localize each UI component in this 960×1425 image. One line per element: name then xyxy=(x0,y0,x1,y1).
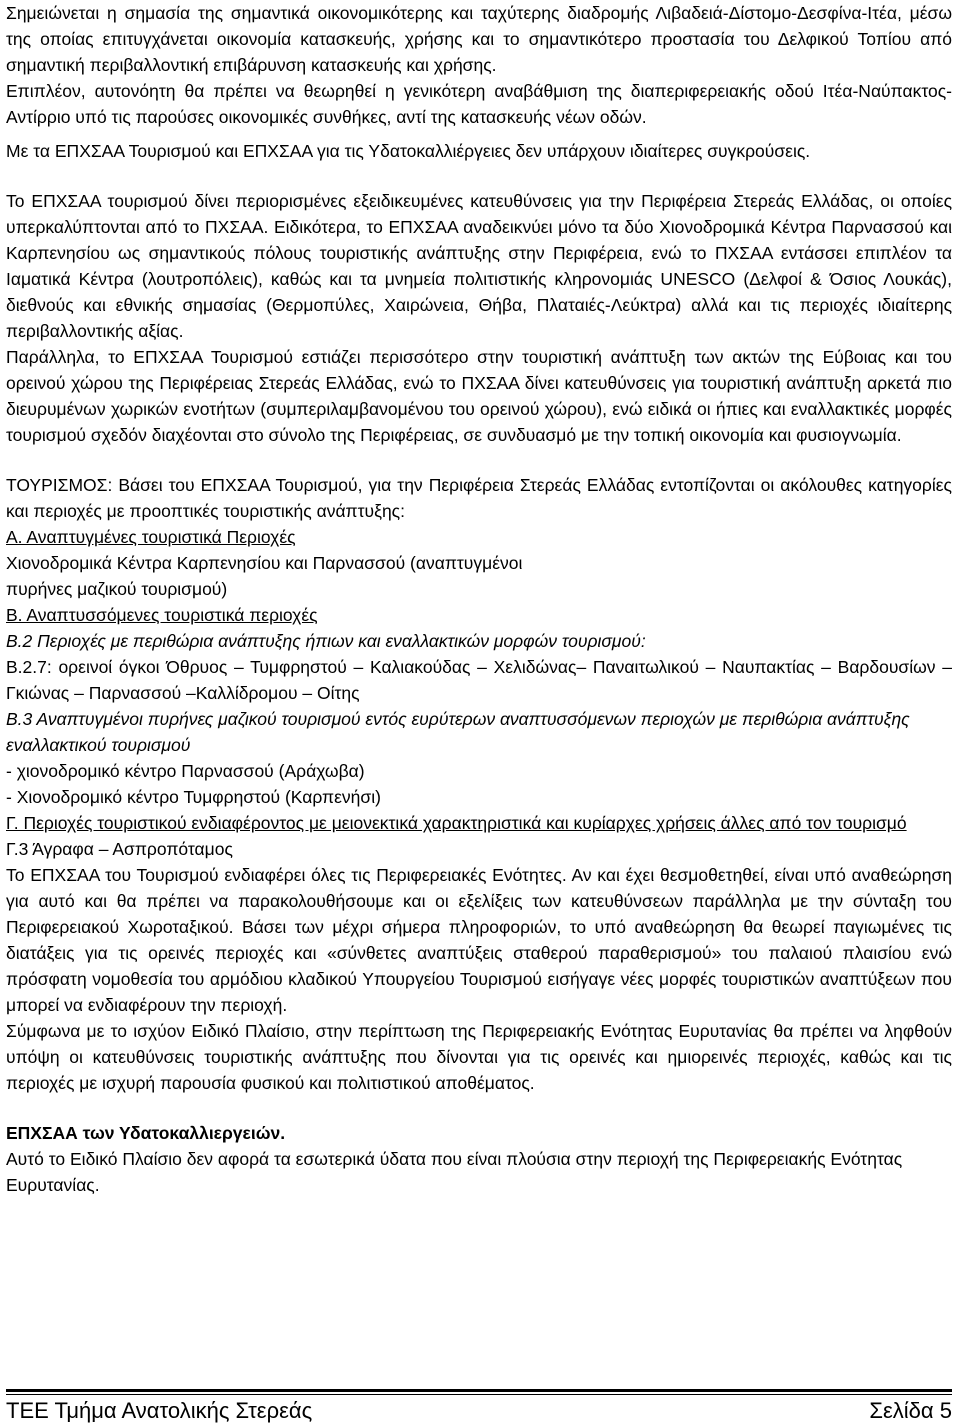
heading-aquaculture: ΕΠΧΣΑΑ των Υδατοκαλλιεργειών. xyxy=(6,1123,286,1143)
document-body xyxy=(6,0,952,1198)
footer-divider xyxy=(6,1389,952,1395)
heading-developing-areas: Β. Αναπτυσσόμενες τουριστικά περιοχές xyxy=(6,605,318,625)
heading-b3-mass-tourism: Β.3 Αναπτυγμένοι πυρήνες μαζικού τουρισμού εντός ευρύτερων αναπτυσσόμενων περιοχών με περιθώρια ανάπτυξης εναλλακτικού τουρισμού xyxy=(6,709,910,755)
paragraph-no-conflicts: Με τα ΕΠΧΣΑΑ Τουρισμού και ΕΠΧΣΑΑ για τις Υδατοκαλλιέργειες δεν υπάρχουν ιδιαίτερες συγκρούσεις. xyxy=(6,141,811,161)
line-agrafa: Γ.3 Άγραφα – Ασπροπόταμος xyxy=(6,839,233,859)
footer-page-number: Σελίδα 5 xyxy=(869,1398,952,1423)
footer-organization: ΤΕΕ Τμήμα Ανατολικής Στερεάς xyxy=(6,1398,313,1423)
paragraph-tourism-framework: Το ΕΠΧΣΑΑ τουρισμού δίνει περιορισμένες εξειδικευμένες κατευθύνσεις για την Περιφέρεια Στερεάς Ελλάδας, οι οποίες υπερκαλύπτονται από το ΠΧΣΑΑ. Ειδικότερα, το ΕΠΧΣΑΑ αναδεικνύει μόνο τα δύο Χιονοδρομικά Κέντρα Παρνασσού και Καρπενησίου ως σημαντικούς πόλους τουριστικής ανάπτυξης στην Περιφέρεια, ενώ το ΠΧΣΑΑ εντάσσει επιπλέον τα Ιαματικά Κέντρα (λουτροπόλεις), καθώς και τα μνημεία πολιτιστικής κληρονομιάς UNESCO (Δελφοί & Όσιος Λουκάς), διεθνούς και εθνικής σημασίας (Θερμοπύλες, Χαιρώνεια, Θήβα, Πλαταιές-Λεύκτρα) αλλά και τις περιοχές ιδιαίτερης περιβαλλοντικής αξίας. xyxy=(6,191,952,341)
paragraph-road-upgrade: Επιπλέον, αυτονόητη θα πρέπει να θεωρηθεί η γενικότερη αναβάθμιση της διαπεριφερειακής οδού Ιτέα-Ναύπακτος-Αντίρριο υπό τις παρούσες οικονομικές συνθήκες, αντί της κατασκευής νέων οδών. xyxy=(6,81,952,127)
paragraph-evrytania-guidelines: Σύμφωνα με το ισχύον Ειδικό Πλαίσιο, στην περίπτωση της Περιφερειακής Ενότητας Ευρυτανίας θα πρέπει να ληφθούν υπόψη οι κατευθύνσεις τουριστικής ανάπτυξης που δίνονται για τις ορεινές και ημιορεινές περιοχές, καθώς και τις περιοχές με ισχυρή παρουσία φυσικού και πολιτιστικού αποθέματος. xyxy=(6,1021,952,1093)
paragraph-tourism-revision: Το ΕΠΧΣΑΑ του Τουρισμού ενδιαφέρει όλες τις Περιφερειακές Ενότητες. Αν και έχει θεσμοθετηθεί, είναι υπό αναθεώρηση για αυτό και θα πρέπει να παρακολουθήσουμε και οι εξελίξεις των κατευθύνσεων παράλληλα με την σύνταξη του Περιφερειακού Χωροταξικού. Βάσει των μέχρι σήμερα πληροφοριών, το υπό αναθεώρηση θα θεωρεί παγιωμένες τις διατάξεις για τις ορεινές περιοχές και «σύνθετες αναπτύξεις σταθερού παραθερισμού» του παλαιού πλαισίου ενώ πρόσφατη νομοθεσία του αρμόδιου κλαδικού Υπουργείου Τουρισμού εισήγαγε νέες μορφές τουριστικών αναπτύξεων που μπορεί να ενδιαφέρουν την περιοχή. xyxy=(6,865,952,1015)
heading-b2-mild-tourism: Β.2 Περιοχές με περιθώρια ανάπτυξης ήπιων και εναλλακτικών μορφών τουρισμού: xyxy=(6,631,646,651)
paragraph-route-note: Σημειώνεται η σημασία της σημαντικά οικονομικότερης και ταχύτερης διαδρομής Λιβαδειά-Δίστομο-Δεσφίνα-Ιτέα, μέσω της οποίας επιτυγχάνεται οικονομία κατασκευής, χρήσης και το σημαντικότερο προστασία του Δελφικού Τοπίου από σημαντική περιβαλλοντική επιβάρυνση κατασκευής και χρήσης. xyxy=(6,3,952,75)
paragraph-b27-mountains: Β.2.7: ορεινοί όγκοι Όθρυος – Τυμφρηστού – Καλιακούδας – Χελιδώνας– Παναιτωλικού – Ναυπακτίας – Βαρδουσίων – Γκιώνας – Παρνασσού –Καλλίδρομου – Οίτης xyxy=(6,657,952,703)
paragraph-aquaculture: Αυτό το Ειδικό Πλαίσιο δεν αφορά τα εσωτερικά ύδατα που είναι πλούσια στην περιοχή της Περιφερειακής Ενότητας Ευρυτανίας. xyxy=(6,1149,903,1195)
heading-disadvantaged-areas: Γ. Περιοχές τουριστικού ενδιαφέροντος με μειονεκτικά χαρακτηριστικά και κυρίαρχες χρήσεις άλλες από τον τουρισμό xyxy=(6,813,907,833)
list-item-parnassos: - χιονοδρομικό κέντρο Παρνασσού (Αράχωβα) xyxy=(6,761,365,781)
heading-developed-areas: Α. Αναπτυγμένες τουριστικά Περιοχές xyxy=(6,527,296,547)
paragraph-tourism-categories: ΤΟΥΡΙΣΜΟΣ: Βάσει του ΕΠΧΣΑΑ Τουρισμού, για την Περιφέρεια Στερεάς Ελλάδας εντοπίζονται οι ακόλουθες κατηγορίες και περιοχές με προοπτικές τουριστικής ανάπτυξης: xyxy=(6,475,952,521)
list-item-tymfristos: - Χιονοδρομικό κέντρο Τυμφρηστού (Καρπενήσι) xyxy=(6,787,381,807)
paragraph-tourism-focus: Παράλληλα, το ΕΠΧΣΑΑ Τουρισμού εστιάζει περισσότερο στην τουριστική ανάπτυξη των ακτών της Εύβοιας και του ορεινού χώρου της Περιφέρειας Στερεάς Ελλάδας, ενώ το ΠΧΣΑΑ δίνει κατευθύνσεις για τουριστική ανάπτυξη αρκετά πιο διευρυμένων χωρικών ενοτήτων (συμπεριλαμβανομένου του ορεινού χώρου), ενώ ειδικά οι ήπιες και εναλλακτικές μορφές τουρισμού σχεδόν διαχέονται στο σύνολο της Περιφέρειας, σε συνδυασμό με την τοπική οικονομία και φυσιογνωμία. xyxy=(6,347,952,445)
line-ski-centers: Χιονοδρομικά Κέντρα Καρπενησίου και Παρνασσού (αναπτυγμένοι xyxy=(6,553,523,573)
line-mass-tourism-cores: πυρήνες μαζικού τουρισμού) xyxy=(6,579,228,599)
